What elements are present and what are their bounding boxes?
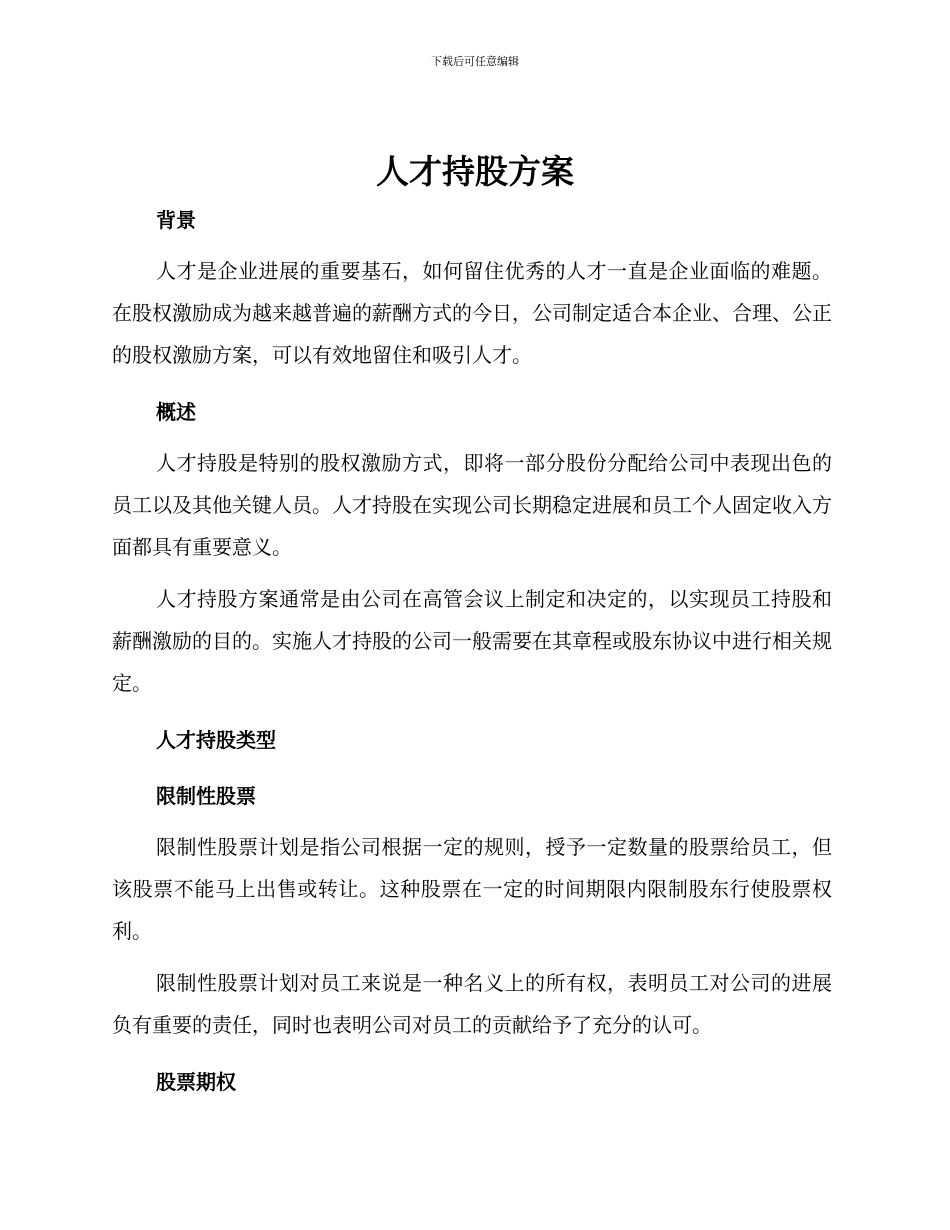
section-heading-background: 背景 [156,208,196,232]
paragraph-overview-2: 人才持股方案通常是由公司在高管会议上制定和决定的，以实现员工持股和薪酬激励的目的。实施人才持股的公司一般需要在其章程或股东协议中进行相关规定。 [112,587,832,695]
section-heading-overview: 概述 [156,400,196,424]
paragraph-background: 人才是企业进展的重要基石，如何留住优秀的人才一直是企业面临的难题。在股权激励成为越来越普遍的薪酬方式的今日，公司制定适合本企业、合理、公正的股权激励方案，可以有效地留住和吸引人才。 [112,259,832,367]
document-title: 人才持股方案 [376,152,574,191]
section-heading-restricted-stock: 限制性股票 [156,784,256,808]
section-heading-types: 人才持股类型 [156,728,276,752]
paragraph-restricted-2: 限制性股票计划对员工来说是一种名义上的所有权，表明员工对公司的进展负有重要的责任，同时也表明公司对员工的贡献给予了充分的认可。 [112,971,832,1037]
paragraph-overview-1: 人才持股是特别的股权激励方式，即将一部分股份分配给公司中表现出色的员工以及其他关键人员。人才持股在实现公司长期稳定进展和员工个人固定收入方面都具有重要意义。 [112,451,832,559]
document-body [112,200,832,1102]
header-note: 下载后可任意编辑 [431,55,519,68]
section-heading-stock-options: 股票期权 [156,1070,236,1094]
paragraph-restricted-1: 限制性股票计划是指公司根据一定的规则，授予一定数量的股票给员工，但该股票不能马上出售或转让。这种股票在一定的时间期限内限制股东行使股票权利。 [112,835,832,943]
